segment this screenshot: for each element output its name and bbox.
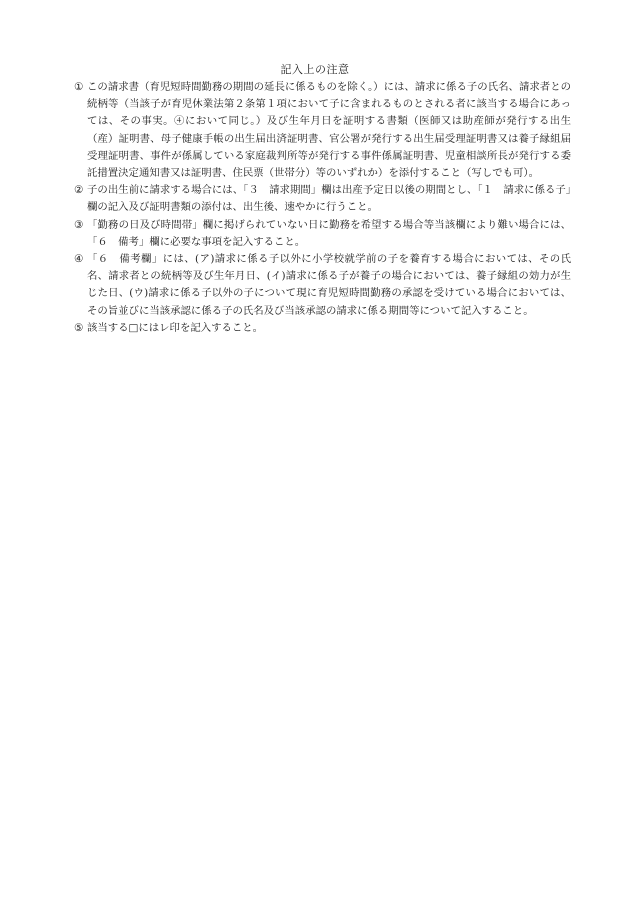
- note-item: [74, 251, 571, 320]
- note-text: 子の出生前に請求する場合には、「３ 請求期間」欄は出産予定日以後の期間とし、「１ 請求に係る子」欄の記入及び証明書類の添付は、出生後、速やかに行うこと。: [87, 184, 571, 214]
- note-text: 「６ 備考欄」には、(ア)請求に係る子以外に小学校就学前の子を養育する場合においては、その氏名、請求者との続柄等及び生年月日、(イ)請求に係る子が養子の場合においては、養子縁組の効力が生じた日、(ウ)請求に係る子以外の子について現に育児短時間勤務の承認を受けている場合においては、その旨並びに当該承認に係る子の氏名及び当該承認の請求に係る期間等について記入すること。: [87, 253, 571, 317]
- note-text: 該当する□にはレ印を記入すること。: [87, 321, 264, 334]
- note-text: この請求書（育児短時間勤務の期間の延長に係るものを除く。）には、請求に係る子の氏名、請求者との続柄等（当該子が育児休業法第２条第１項において子に含まれるものとされる者に該当する場合にあっては、その事実。④において同じ。）及び生年月日を証明する書類（医師又は助産師が発行する出生（産）証明書、母子健康手帳の出生届出済証明書、官公署が発行する出生届受理証明書又は養子縁組届受理証明書、事件が係属している家庭裁判所等が発行する事件係属証明書、児童相談所長が発行する委託措置決定通知書又は証明書、住民票（世帯分）等のいずれか）を添付すること（写しでも可）。: [87, 81, 571, 180]
- note-number: ⑤: [74, 321, 84, 334]
- note-item: [74, 182, 571, 216]
- note-text: 「勤務の日及び時間帯」欄に掲げられていない日に勤務を希望する場合等当該欄により難い場合には、「６ 備考」欄に必要な事項を記入すること。: [87, 218, 571, 248]
- note-item: [74, 217, 571, 251]
- note-item: [74, 320, 571, 337]
- note-number: ③: [74, 218, 84, 231]
- page-title: 記入上の注意: [280, 63, 350, 76]
- note-number: ①: [74, 81, 84, 93]
- note-number: ④: [74, 253, 84, 266]
- note-number: ②: [74, 184, 84, 197]
- notes-list: [74, 79, 571, 337]
- note-item: [74, 79, 571, 182]
